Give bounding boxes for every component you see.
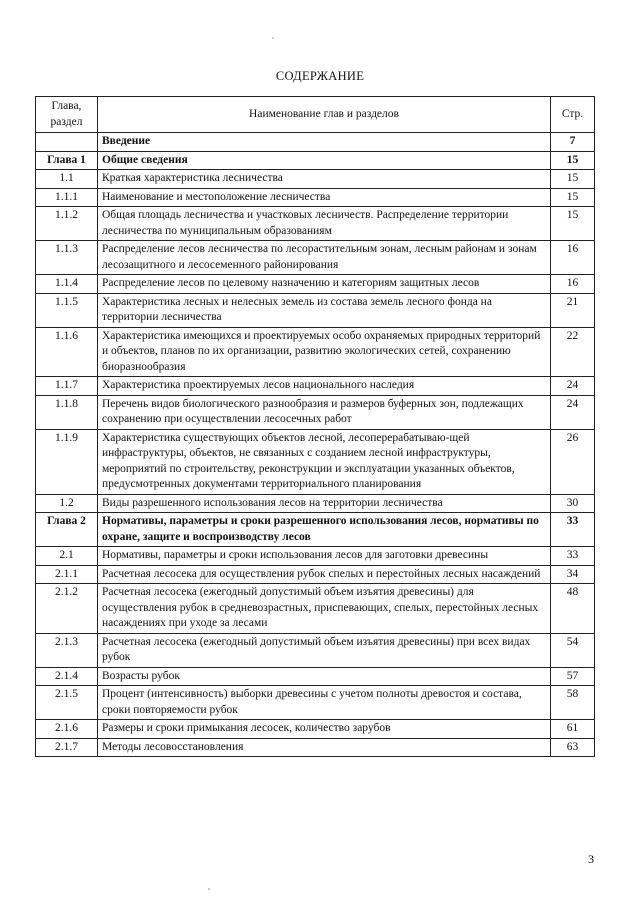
row-title: Наименование и местоположение лесничества — [98, 188, 551, 207]
row-page: 61 — [551, 720, 595, 739]
row-page: 15 — [551, 170, 595, 189]
table-row — [36, 547, 595, 566]
row-page: 21 — [551, 293, 595, 327]
row-title: Введение — [98, 133, 551, 152]
row-title: Общие сведения — [98, 151, 551, 170]
table-row — [36, 633, 595, 667]
row-page: 24 — [551, 395, 595, 429]
table-row — [36, 584, 595, 634]
row-page: 7 — [551, 133, 595, 152]
row-number: 2.1 — [36, 547, 98, 566]
row-number: 1.1.2 — [36, 207, 98, 241]
toc-table — [35, 96, 595, 757]
table-row — [36, 241, 595, 275]
header-page: Стр. — [551, 97, 595, 133]
row-title: Характеристика существующих объектов лесной, лесоперерабатываю-щей инфраструктуры, объектов, не связанных с созданием лесной инфраструктуры, мероприятий по строительству, реконструкции и эксплуатации указанных объектов, предусмотренных документами территориального планирования — [98, 429, 551, 494]
row-page: 24 — [551, 377, 595, 396]
row-title: Краткая характеристика лесничества — [98, 170, 551, 189]
table-row — [36, 377, 595, 396]
row-page: 30 — [551, 494, 595, 513]
table-row — [36, 667, 595, 686]
table-row — [36, 207, 595, 241]
scan-speck — [272, 37, 274, 39]
row-page: 54 — [551, 633, 595, 667]
table-row — [36, 513, 595, 547]
table-row — [36, 738, 595, 757]
row-page: 26 — [551, 429, 595, 494]
row-number: 2.1.6 — [36, 720, 98, 739]
row-page: 16 — [551, 275, 595, 294]
toc-header-row — [36, 97, 595, 133]
table-row — [36, 720, 595, 739]
row-page: 33 — [551, 513, 595, 547]
row-number: 1.1.5 — [36, 293, 98, 327]
row-title: Виды разрешенного использования лесов на территории лесничества — [98, 494, 551, 513]
row-page: 48 — [551, 584, 595, 634]
table-row — [36, 429, 595, 494]
toc-body — [36, 133, 595, 757]
row-number: 1.1.8 — [36, 395, 98, 429]
row-number: Глава 1 — [36, 151, 98, 170]
row-title: Характеристика проектируемых лесов национального наследия — [98, 377, 551, 396]
header-chapter: Глава, раздел — [36, 97, 98, 133]
row-title: Характеристика имеющихся и проектируемых особо охраняемых природных территорий и объектов, планов по их организации, развитию экологических сетей, сохранению биоразнообразия — [98, 327, 551, 377]
row-number: 1.1.1 — [36, 188, 98, 207]
row-number: 1.1.9 — [36, 429, 98, 494]
table-row — [36, 494, 595, 513]
row-number: 2.1.3 — [36, 633, 98, 667]
table-row — [36, 133, 595, 152]
row-number: Глава 2 — [36, 513, 98, 547]
row-title: Возрасты рубок — [98, 667, 551, 686]
row-number: 2.1.7 — [36, 738, 98, 757]
row-number: 2.1.1 — [36, 565, 98, 584]
row-page: 34 — [551, 565, 595, 584]
table-row — [36, 170, 595, 189]
row-title: Процент (интенсивность) выборки древесины с учетом полноты древостоя и состава, сроки повторяемости рубок — [98, 686, 551, 720]
row-number: 2.1.5 — [36, 686, 98, 720]
row-title: Методы лесовосстановления — [98, 738, 551, 757]
row-title: Расчетная лесосека (ежегодный допустимый объем изъятия древесины) для осуществления рубок в средневозрастных, приспевающих, спелых, перестойных лесных насаждениях при уходе за лесами — [98, 584, 551, 634]
table-row — [36, 293, 595, 327]
row-title: Общая площадь лесничества и участковых лесничеств. Распределение территории лесничества по муниципальным образованиям — [98, 207, 551, 241]
row-title: Распределение лесов по целевому назначению и категориям защитных лесов — [98, 275, 551, 294]
row-page: 16 — [551, 241, 595, 275]
row-page: 15 — [551, 207, 595, 241]
row-number: 1.1.4 — [36, 275, 98, 294]
row-title: Характеристика лесных и нелесных земель из состава земель лесного фонда на территории лесничества — [98, 293, 551, 327]
row-number: 1.1.7 — [36, 377, 98, 396]
row-number: 1.1 — [36, 170, 98, 189]
row-number: 2.1.4 — [36, 667, 98, 686]
row-number — [36, 133, 98, 152]
row-title: Перечень видов биологического разнообразия и размеров буферных зон, подлежащих сохранению при осуществлении лесосечных работ — [98, 395, 551, 429]
row-title: Расчетная лесосека для осуществления рубок спелых и перестойных лесных насаждений — [98, 565, 551, 584]
row-number: 1.2 — [36, 494, 98, 513]
row-page: 15 — [551, 188, 595, 207]
table-row — [36, 686, 595, 720]
row-number: 2.1.2 — [36, 584, 98, 634]
row-page: 58 — [551, 686, 595, 720]
row-title: Нормативы, параметры и сроки использования лесов для заготовки древесины — [98, 547, 551, 566]
scan-speck — [208, 888, 210, 890]
row-page: 33 — [551, 547, 595, 566]
page-title: СОДЕРЖАНИЕ — [275, 69, 365, 83]
row-page: 15 — [551, 151, 595, 170]
row-page: 22 — [551, 327, 595, 377]
table-row — [36, 395, 595, 429]
row-number: 1.1.6 — [36, 327, 98, 377]
header-name: Наименование глав и разделов — [98, 97, 551, 133]
row-number: 1.1.3 — [36, 241, 98, 275]
row-page: 63 — [551, 738, 595, 757]
page-number: 3 — [588, 852, 594, 866]
table-row — [36, 188, 595, 207]
row-title: Расчетная лесосека (ежегодный допустимый объем изъятия древесины) при всех видах рубок — [98, 633, 551, 667]
row-title: Размеры и сроки примыкания лесосек, количество зарубов — [98, 720, 551, 739]
table-row — [36, 275, 595, 294]
row-title: Распределение лесов лесничества по лесорастительным зонам, лесным районам и зонам лесозащитного и лесосеменного районирования — [98, 241, 551, 275]
table-row — [36, 327, 595, 377]
table-row — [36, 565, 595, 584]
row-title: Нормативы, параметры и сроки разрешенного использования лесов, нормативы по охране, защите и воспроизводству лесов — [98, 513, 551, 547]
table-row — [36, 151, 595, 170]
row-page: 57 — [551, 667, 595, 686]
